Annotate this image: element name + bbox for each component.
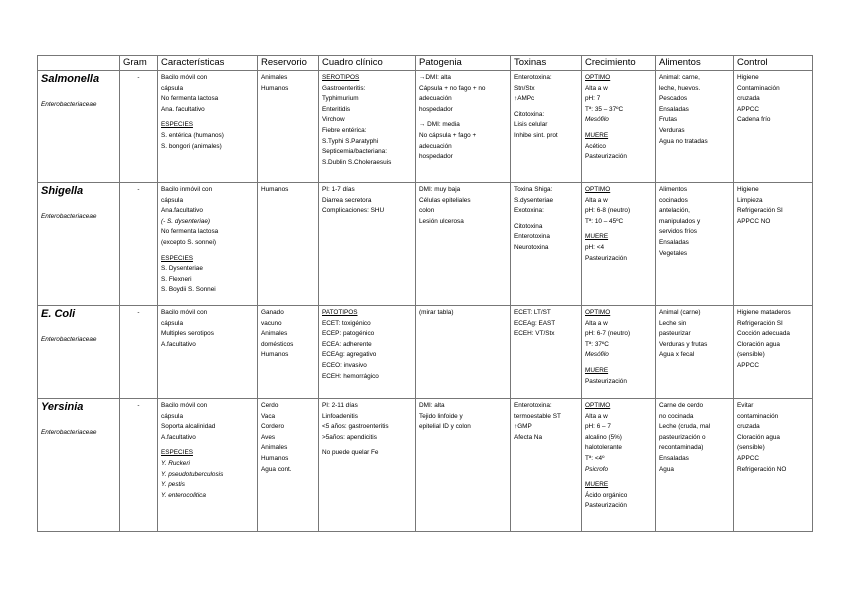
- cell-line: Ganado: [261, 309, 284, 316]
- cell-line: ECEO: invasivo: [322, 361, 367, 369]
- cell-line: A.facultativo: [161, 340, 196, 348]
- cell-line: ECEAg: EAST: [514, 319, 556, 327]
- cell-line: (- S. dysenteriae): [161, 217, 211, 225]
- cell-line: manipulados y: [659, 217, 701, 225]
- cell-line: <5 años: gastroenteritis: [322, 423, 389, 431]
- cell-line: Alta a w: [585, 319, 608, 327]
- cell-line: ECEH: hemorrágico: [322, 372, 379, 380]
- cell-line: termoestable ST: [514, 412, 561, 420]
- cell-line: antelación,: [659, 207, 690, 215]
- cell-line: Bacilo inmóvil con: [161, 186, 213, 193]
- header-cell-reservorio: Reservorio: [258, 56, 319, 71]
- toxinas-cell: [511, 306, 582, 399]
- cell-line: No fermenta lactosa: [161, 95, 219, 103]
- patogenia-cell: [416, 71, 511, 183]
- cell-line: Ana.facultativo: [161, 207, 203, 215]
- cell-line: APPCC: [737, 105, 760, 113]
- cell-line: Pasteurización: [585, 254, 627, 262]
- header-cell-gram: Gram: [120, 56, 158, 71]
- cell-line: epitelial ID y colon: [419, 423, 471, 431]
- header-cell-name: [38, 56, 120, 71]
- gram-cell: -: [120, 183, 158, 306]
- cell-line: Bacilo móvil con: [161, 402, 208, 409]
- cell-line: recontaminada): [659, 444, 704, 452]
- cell-line: Cerdo: [261, 402, 279, 409]
- cell-line: Ana. facultativo: [161, 105, 205, 113]
- toxinas-cell: [511, 399, 582, 532]
- cell-line: Lesión ulcerosa: [419, 217, 464, 225]
- control-cell: [734, 71, 813, 183]
- cell-line: pH: 6-7 (neutro): [585, 330, 631, 338]
- cell-line: Toxina Shiga:: [514, 186, 553, 193]
- section-heading: OPTIMO: [585, 74, 611, 81]
- cell-line: Tejido linfoide y: [419, 412, 463, 420]
- bacteria-family: Enterobacteriaceae: [41, 101, 97, 108]
- reservorio-cell: [258, 71, 319, 183]
- cell-line: Cordero: [261, 423, 285, 431]
- header-cell-patogenia: Patogenia: [416, 56, 511, 71]
- cell-line: pH: 6 – 7: [585, 423, 611, 431]
- cell-line: Refrigeración SI: [737, 319, 783, 327]
- cell-line: ECEP: patogénico: [322, 330, 375, 338]
- section-heading: ESPECIES: [161, 254, 193, 262]
- cell-line: Alta a w: [585, 196, 608, 204]
- cell-line: Frutas: [659, 116, 678, 124]
- cell-line: adecuación: [419, 142, 452, 150]
- section-heading: OPTIMO: [585, 402, 611, 409]
- reservorio-cell: [258, 306, 319, 399]
- cell-line: ECEA: adherente: [322, 340, 372, 348]
- cell-line: Psicrofo: [585, 465, 609, 473]
- cell-line: Pasteurización: [585, 377, 627, 385]
- cell-line: Leche sin: [659, 319, 687, 327]
- cuadro-cell: [319, 306, 416, 399]
- cell-line: S.Dublin S.Choleraesuis: [322, 158, 392, 166]
- cell-line: Y. pseudotuberculosis: [161, 470, 224, 478]
- bacteria-name: Shigella: [41, 185, 84, 197]
- cell-line: Typhimurium: [322, 95, 359, 103]
- reservorio-cell: [258, 399, 319, 532]
- cell-line: Agua cont.: [261, 465, 292, 473]
- cell-line: S. entérica (humanos): [161, 131, 224, 139]
- cell-line: Complicaciones: SHU: [322, 207, 385, 215]
- crecimiento-cell: [582, 399, 656, 532]
- cell-line: alcalino (5%): [585, 433, 622, 441]
- cell-line: pasteurizar: [659, 330, 691, 338]
- cell-line: DMI: alta: [419, 402, 445, 409]
- toxinas-cell: [511, 71, 582, 183]
- cell-line: Cloración agua: [737, 340, 780, 348]
- cell-line: S.dysenteriae: [514, 196, 554, 204]
- cell-line: Humanos: [261, 186, 289, 193]
- cell-line: Virchow: [322, 116, 345, 124]
- cell-line: Animal: carne,: [659, 74, 700, 81]
- cell-line: Alta a w: [585, 84, 608, 92]
- cell-line: Alta a w: [585, 412, 608, 420]
- cell-line: APPCC NO: [737, 217, 771, 225]
- cell-line: domésticos: [261, 340, 294, 348]
- caracteristicas-cell: [158, 71, 258, 183]
- cell-line: Cloración agua: [737, 433, 780, 441]
- patogenia-cell: [416, 306, 511, 399]
- cell-line: Carne de cerdo: [659, 402, 704, 409]
- gram-cell: -: [120, 306, 158, 399]
- control-cell: [734, 183, 813, 306]
- cell-line: Bacilo móvil con: [161, 74, 208, 81]
- cell-line: Ensaladas: [659, 238, 689, 246]
- cell-line: Citotoxina:: [514, 110, 545, 118]
- cell-line: Leche (cruda, mal: [659, 423, 711, 431]
- cell-line: cruzada: [737, 423, 760, 431]
- cell-line: Tª: 37ºC: [585, 340, 609, 348]
- alimentos-cell: [656, 183, 734, 306]
- cell-line: Citotoxina: [514, 222, 543, 230]
- cell-line: ECET: toxigénico: [322, 319, 371, 327]
- cuadro-cell: [319, 183, 416, 306]
- cell-line: Neurotoxina: [514, 243, 549, 251]
- cuadro-cell: [319, 71, 416, 183]
- cell-line: contaminación: [737, 412, 779, 420]
- section-heading: MUERE: [585, 131, 609, 139]
- section-heading: OPTIMO: [585, 309, 611, 316]
- cell-line: Humanos: [261, 351, 289, 359]
- table-row: [38, 71, 813, 183]
- cell-line: S. Boydii S. Sonnei: [161, 286, 216, 294]
- cell-line: Animal (carne): [659, 309, 701, 316]
- cell-line: Tª: <4º: [585, 454, 605, 462]
- alimentos-cell: [656, 306, 734, 399]
- caracteristicas-cell: [158, 183, 258, 306]
- cell-line: A.facultativo: [161, 433, 196, 441]
- alimentos-cell: [656, 399, 734, 532]
- section-heading: ESPECIES: [161, 121, 193, 129]
- cell-line: pH: 7: [585, 95, 601, 103]
- cell-line: Enterotoxina: [514, 233, 550, 241]
- cell-line: ↑AMPc: [514, 95, 535, 103]
- cell-line: Agua x fecal: [659, 351, 695, 359]
- crecimiento-cell: [582, 306, 656, 399]
- cell-line: Verduras y frutas: [659, 340, 708, 348]
- gram-cell: -: [120, 399, 158, 532]
- header-cell-caracteristicas: Características: [158, 56, 258, 71]
- bacteria-name-cell: [38, 71, 120, 183]
- cell-line: Higiene: [737, 186, 759, 193]
- reservorio-cell: [258, 183, 319, 306]
- cell-line: Pasteurización: [585, 502, 627, 510]
- cell-line: (excepto S. sonnei): [161, 238, 217, 246]
- cell-line: Tª: 10 – 45ºC: [585, 217, 624, 225]
- cell-line: Contaminación: [737, 84, 780, 92]
- cell-line: S.Typhi S.Paratyphi: [322, 137, 379, 145]
- cell-line: Higiene: [737, 74, 759, 81]
- cell-line: cápsula: [161, 319, 184, 327]
- cell-line: pH: <4: [585, 243, 605, 251]
- cell-line: Aves: [261, 433, 276, 441]
- cell-line: leche, huevos.: [659, 84, 701, 92]
- cell-line: colon: [419, 207, 435, 215]
- cell-line: vacuno: [261, 319, 282, 327]
- cell-line: Stn/Stx: [514, 84, 535, 92]
- section-heading: MUERE: [585, 481, 609, 489]
- cell-line: Y. Ruckeri: [161, 459, 190, 467]
- header-cell-alimentos: Alimentos: [656, 56, 734, 71]
- cell-line: Refrigeración SI: [737, 207, 783, 215]
- cell-line: No puede quelar Fe: [322, 449, 379, 457]
- toxinas-cell: [511, 183, 582, 306]
- cell-line: Enterotoxina:: [514, 74, 552, 81]
- cell-line: Higiene mataderos: [737, 309, 791, 316]
- header-row: [38, 56, 813, 71]
- crecimiento-cell: [582, 183, 656, 306]
- cell-line: Y. enterocolitica: [161, 491, 206, 499]
- cell-line: Pescados: [659, 95, 688, 103]
- cell-line: Animales: [261, 330, 288, 338]
- header-cell-control: Control: [734, 56, 813, 71]
- cell-line: No cápsula + fago +: [419, 131, 477, 139]
- cell-line: halotolerante: [585, 444, 622, 452]
- cell-line: (sensible): [737, 351, 765, 359]
- cell-line: Tª: 35 – 37ºC: [585, 105, 624, 113]
- cell-line: Alimentos: [659, 186, 688, 193]
- section-heading: ESPECIES: [161, 449, 193, 457]
- patogenia-cell: [416, 183, 511, 306]
- cell-line: Diarrea secretora: [322, 196, 372, 204]
- cell-line: Refrigeración NO: [737, 465, 787, 473]
- cell-line: adecuación: [419, 95, 452, 103]
- cell-line: S. Dysenteriae: [161, 265, 203, 273]
- table-row: [38, 306, 813, 399]
- cell-line: Células epiteliales: [419, 196, 471, 204]
- cell-line: Humanos: [261, 454, 289, 462]
- control-cell: [734, 306, 813, 399]
- cell-line: S. Flexneri: [161, 275, 192, 283]
- cell-line: Linfoadenitis: [322, 412, 358, 420]
- table-row: [38, 399, 813, 532]
- cell-line: Enterotoxina:: [514, 402, 552, 409]
- cell-line: Fiebre entérica:: [322, 126, 367, 134]
- cell-line: Humanos: [261, 84, 289, 92]
- gram-cell: -: [120, 71, 158, 183]
- cell-line: PI: 1-7 días: [322, 186, 355, 193]
- cell-line: ECEH: VT/Stx: [514, 330, 555, 338]
- cell-line: Mesófilo: [585, 116, 609, 124]
- bacteria-name-cell: [38, 183, 120, 306]
- cell-line: Y. pestis: [161, 481, 185, 489]
- cell-line: servidos fríos: [659, 228, 698, 236]
- cell-line: cápsula: [161, 412, 184, 420]
- patogenia-cell: [416, 399, 511, 532]
- cell-line: Vaca: [261, 412, 276, 420]
- section-heading: MUERE: [585, 233, 609, 241]
- cell-line: pasteurización o: [659, 433, 706, 441]
- bacteria-name-cell: [38, 306, 120, 399]
- cell-line: No fermenta lactosa: [161, 228, 219, 236]
- crecimiento-cell: [582, 71, 656, 183]
- table-body: [38, 71, 813, 532]
- cell-line: Multiples serotipos: [161, 330, 214, 338]
- section-heading: PATOTIPOS: [322, 309, 358, 316]
- cell-line: Inhibe sint. prot: [514, 131, 558, 139]
- cell-line: PI: 2-11 días: [322, 402, 358, 409]
- cell-line: ECET: LT/ST: [514, 309, 551, 316]
- section-heading: OPTIMO: [585, 186, 611, 193]
- cell-line: Mesófilo: [585, 351, 609, 359]
- cell-line: >5años: apendicitis: [322, 433, 377, 441]
- cell-line: Ensaladas: [659, 454, 689, 462]
- cell-line: Vegetales: [659, 249, 688, 257]
- cell-line: (sensible): [737, 444, 765, 452]
- bacteria-name-cell: [38, 399, 120, 532]
- cell-line: Enteritidis: [322, 105, 351, 113]
- cell-line: Bacilo móvil con: [161, 309, 208, 316]
- section-heading: SEROTIPOS: [322, 74, 360, 81]
- cell-line: cápsula: [161, 196, 184, 204]
- cell-line: Animales: [261, 74, 288, 81]
- cell-line: cocinados: [659, 196, 688, 204]
- bacteria-name: Salmonella: [41, 73, 100, 85]
- cell-line: Agua: [659, 465, 674, 473]
- cell-line: Ensaladas: [659, 105, 689, 113]
- cuadro-cell: [319, 399, 416, 532]
- control-cell: [734, 399, 813, 532]
- cell-line: Septicemia/bacteriana:: [322, 148, 388, 156]
- cell-line: Agua no tratadas: [659, 137, 708, 145]
- cell-line: Soporta alcalinidad: [161, 423, 216, 431]
- table-row: [38, 183, 813, 306]
- cell-line: hospedador: [419, 105, 453, 113]
- cell-line: no cocinada: [659, 412, 694, 420]
- cell-line: →DMI: alta: [419, 74, 451, 81]
- cell-line: Gastroenteritis:: [322, 84, 366, 92]
- cell-line: Ácido orgánico: [585, 491, 628, 499]
- cell-line: Exotoxina:: [514, 207, 544, 215]
- cell-line: Verduras: [659, 126, 685, 134]
- bacteria-table: [37, 55, 813, 532]
- bacteria-family: Enterobacteriaceae: [41, 213, 97, 220]
- section-heading: MUERE: [585, 366, 609, 374]
- cell-line: cruzada: [737, 95, 760, 103]
- cell-line: ECEAg: agregativo: [322, 351, 377, 359]
- cell-line: pH: 6-8 (neutro): [585, 207, 631, 215]
- bacteria-name: Yersinia: [41, 401, 84, 413]
- cell-line: APPCC: [737, 361, 760, 369]
- cell-line: Evitar: [737, 402, 754, 409]
- alimentos-cell: [656, 71, 734, 183]
- cell-line: Cadena frío: [737, 116, 771, 124]
- cell-line: DMI: muy baja: [419, 186, 461, 193]
- cell-line: Limpieza: [737, 196, 763, 204]
- cell-line: Acético: [585, 142, 606, 150]
- header-cell-cuadro-clinico: Cuadro clínico: [319, 56, 416, 71]
- cell-line: Cocción adecuada: [737, 330, 790, 338]
- header-cell-toxinas: Toxinas: [511, 56, 582, 71]
- bacteria-family: Enterobacteriaceae: [41, 336, 97, 343]
- cell-line: Lisis celular: [514, 121, 548, 129]
- cell-line: ↑GMP: [514, 423, 532, 431]
- cell-line: Animales: [261, 444, 288, 452]
- cell-line: APPCC: [737, 454, 760, 462]
- bacteria-name: E. Coli: [41, 308, 76, 320]
- cell-line: hospedador: [419, 153, 453, 161]
- cell-line: Afecta Na: [514, 433, 543, 441]
- cell-line: cápsula: [161, 84, 184, 92]
- cell-line: Cápsula + no fago + no: [419, 84, 486, 92]
- caracteristicas-cell: [158, 306, 258, 399]
- bacteria-family: Enterobacteriaceae: [41, 429, 97, 436]
- cell-line: Pasteurización: [585, 153, 627, 161]
- caracteristicas-cell: [158, 399, 258, 532]
- cell-line: S. bongori (animales): [161, 142, 222, 150]
- cell-line: → DMI: media: [419, 121, 460, 129]
- header-cell-crecimiento: Crecimiento: [582, 56, 656, 71]
- cell-line: (mirar tabla): [419, 309, 454, 316]
